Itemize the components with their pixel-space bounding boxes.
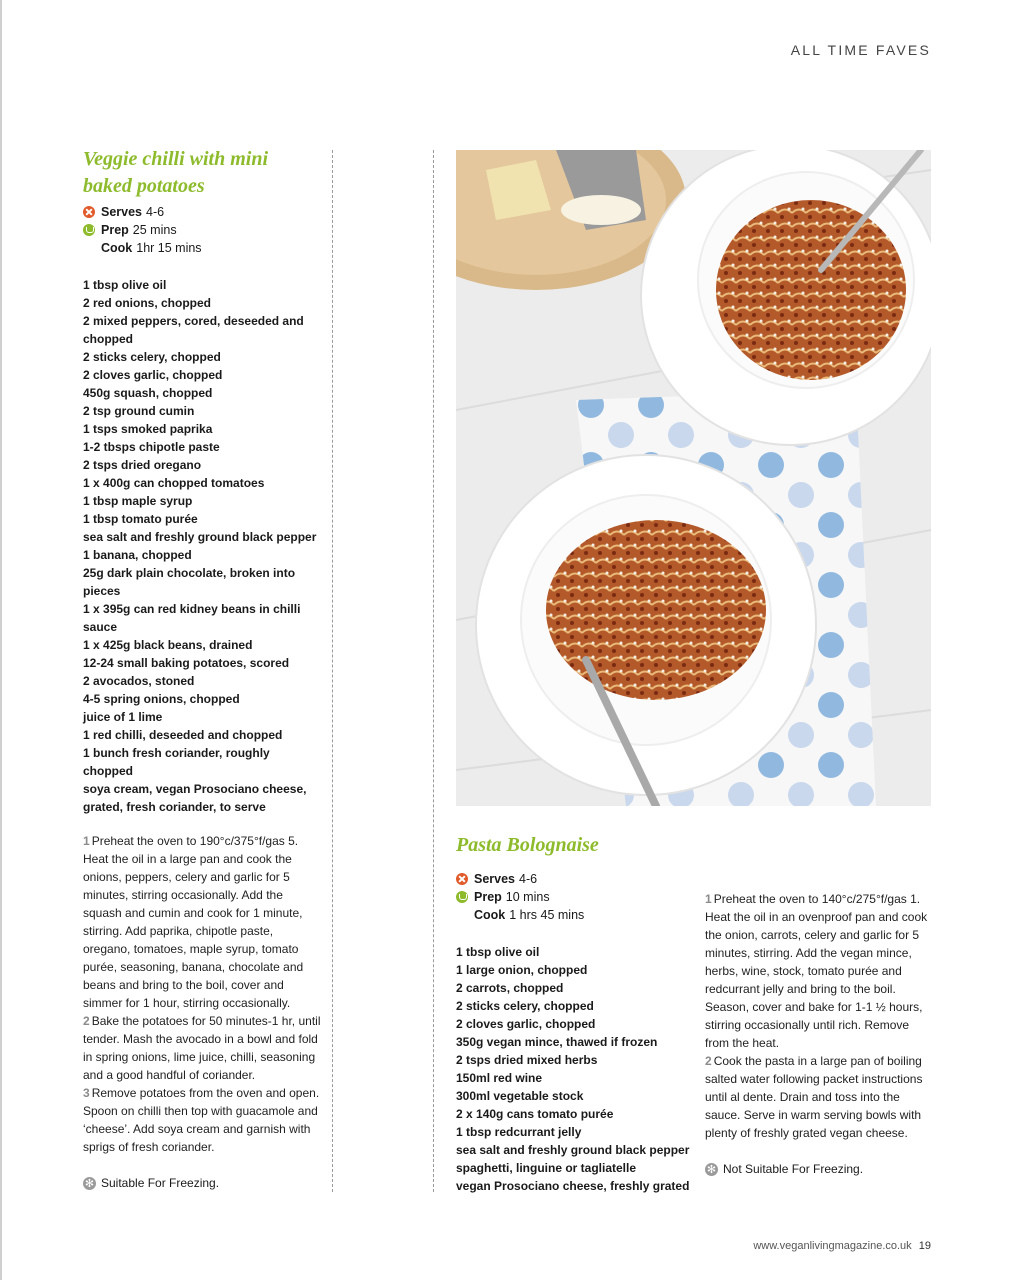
ingredient-item: 2 red onions, chopped	[83, 296, 212, 310]
serves-label: Serves	[474, 872, 516, 886]
ingredient-item: 2 sticks celery, chopped	[83, 350, 221, 364]
ingredient-item: 2 tsps dried oregano	[83, 458, 202, 472]
ingredient-item: grated, fresh coriander, to serve	[83, 800, 266, 814]
step-text: Remove potatoes from the oven and open. Spoon on chilli then top with guacamole and ‘cheese’. Add soya cream and garnish with sprigs of fresh coriander.	[83, 1086, 320, 1154]
prep-icon	[83, 224, 95, 236]
recipe-title-line-1: Veggie chilli with mini	[83, 148, 269, 170]
ingredient-item: 1 bunch fresh coriander, roughly chopped	[83, 746, 270, 778]
page-footer	[753, 1240, 931, 1252]
ingredient-item: 1 x 425g black beans, drained	[83, 638, 253, 652]
method-step	[83, 832, 323, 1012]
freezing-text: Not Suitable For Freezing.	[723, 1162, 864, 1176]
ingredient-item: juice of 1 lime	[83, 710, 163, 724]
ingredient-item: 1 x 400g can chopped tomatoes	[83, 476, 265, 490]
ingredients-list	[456, 943, 696, 1195]
recipe-title	[83, 146, 323, 200]
ingredient-item: spaghetti, linguine or tagliatelle	[456, 1161, 637, 1175]
recipe-veggie-chilli	[83, 146, 323, 1192]
serves-label: Serves	[101, 205, 143, 219]
method-step	[705, 1052, 931, 1142]
cook-label: Cook	[101, 241, 133, 255]
page-number: 19	[918, 1240, 931, 1252]
step-number: 2	[83, 1014, 90, 1028]
prep-line	[456, 888, 696, 906]
ingredient-item: 25g dark plain chocolate, broken into	[83, 566, 296, 580]
cook-label: Cook	[474, 908, 506, 922]
ingredient-item: 2 cloves garlic, chopped	[83, 368, 223, 382]
step-text: Preheat the oven to 190°c/375°f/gas 5. Heat the oil in a large pan and cook the onions, peppers, celery and garlic for 5 minutes, stirring occasionally. Add the squash and cumin and cook for 1 minute, stirring. Add paprika, chipotle paste, oregano, tomatoes, maple syrup, tomato purée, seasoning, banana, chocolate and beans and bring to the boil, cover and simmer for 1 hour, stirring occasionally.	[83, 834, 304, 1010]
ingredient-item: 300ml vegetable stock	[456, 1089, 584, 1103]
bolognaise-photo	[456, 150, 931, 806]
ingredient-item: 1 tbsp maple syrup	[83, 494, 193, 508]
ingredient-item: 12-24 small baking potatoes, scored	[83, 656, 290, 670]
ingredient-item: 350g vegan mince, thawed if frozen	[456, 1035, 658, 1049]
ingredient-item: 1 tbsp olive oil	[83, 278, 167, 292]
method-step	[705, 890, 931, 1052]
ingredient-item: 1 tsps smoked paprika	[83, 422, 213, 436]
ingredient-item: 450g squash, chopped	[83, 386, 213, 400]
prep-value: 25 mins	[132, 223, 177, 237]
cook-value: 1 hrs 45 mins	[509, 908, 585, 922]
recipe-pasta-bolognaise	[456, 832, 696, 1195]
ingredient-item: pieces	[83, 584, 121, 598]
ingredient-item: 4-5 spring onions, chopped	[83, 692, 240, 706]
ingredient-item: 2 x 140g cans tomato purée	[456, 1107, 614, 1121]
ingredient-item: 2 tsps dried mixed herbs	[456, 1053, 598, 1067]
ingredient-item: soya cream, vegan Prosociano cheese,	[83, 782, 307, 796]
recipe-meta	[83, 203, 323, 257]
recipe-meta	[456, 870, 696, 924]
recipe-title: Pasta Bolognaise	[456, 834, 599, 856]
bolognaise-photo-illustration	[456, 150, 931, 806]
ingredient-item: 150ml red wine	[456, 1071, 543, 1085]
ingredient-item: 1 tbsp tomato purée	[83, 512, 198, 526]
ingredient-item: 1 large onion, chopped	[456, 963, 588, 977]
column-divider-right	[433, 150, 434, 1192]
step-text: Preheat the oven to 140°c/275°f/gas 1. Heat the oil in an ovenproof pan and cook the onion, carrots, celery and garlic for 5 minutes, stirring. Add the vegan mince, herbs, wine, stock, tomato purée and redcurrant jelly and bring to the boil. Season, cover and bake for 1-1 ½ hours, stirring occasionally until rich. Remove from the heat.	[705, 892, 928, 1050]
step-text: Cook the pasta in a large pan of boiling salted water following packet instructions until al dente. Drain and toss into the sauce. Serve in warm serving bowls with plenty of freshly grated vegan cheese.	[705, 1054, 923, 1140]
step-number: 3	[83, 1086, 90, 1100]
ingredient-item: 2 tsp ground cumin	[83, 404, 195, 418]
serves-icon	[456, 873, 468, 885]
page-edge	[0, 0, 2, 1280]
freezing-note	[83, 1174, 323, 1192]
prep-value: 10 mins	[505, 890, 550, 904]
ingredient-item: chopped	[83, 332, 133, 346]
ingredient-item: 2 cloves garlic, chopped	[456, 1017, 596, 1031]
method-step	[83, 1012, 323, 1084]
serves-value: 4-6	[146, 205, 165, 219]
prep-label: Prep	[474, 890, 502, 904]
step-number: 1	[83, 834, 90, 848]
ingredient-item: sauce	[83, 620, 118, 634]
serves-line	[83, 203, 323, 221]
ingredient-item: 2 avocados, stoned	[83, 674, 195, 688]
ingredient-item: 1 x 395g can red kidney beans in chilli	[83, 602, 301, 616]
method	[705, 890, 931, 1142]
ingredient-item: 1-2 tbsps chipotle paste	[83, 440, 220, 454]
step-text: Bake the potatoes for 50 minutes-1 hr, until tender. Mash the avocado in a bowl and fold in spring onions, lime juice, chilli, seasoning and a good handful of coriander.	[83, 1014, 321, 1082]
serves-line	[456, 870, 696, 888]
cook-value: 1hr 15 mins	[136, 241, 202, 255]
recipe-title-line-2: baked potatoes	[83, 175, 205, 197]
ingredient-item: 1 banana, chopped	[83, 548, 192, 562]
ingredient-item: 2 carrots, chopped	[456, 981, 564, 995]
method-step	[83, 1084, 323, 1156]
cook-line	[83, 239, 323, 257]
prep-label: Prep	[101, 223, 129, 237]
prep-icon	[456, 891, 468, 903]
serves-value: 4-6	[519, 872, 538, 886]
ingredient-item: 1 tbsp olive oil	[456, 945, 540, 959]
prep-line	[83, 221, 323, 239]
ingredient-item: sea salt and freshly ground black pepper	[456, 1143, 690, 1157]
snowflake-icon	[705, 1163, 718, 1176]
freezing-note	[705, 1160, 931, 1178]
method	[83, 832, 323, 1156]
ingredient-item: 1 red chilli, deseeded and chopped	[83, 728, 283, 742]
step-number: 1	[705, 892, 712, 906]
cook-line	[456, 906, 696, 924]
snowflake-icon	[83, 1177, 96, 1190]
ingredient-item: 2 mixed peppers, cored, deseeded and	[83, 314, 304, 328]
step-number: 2	[705, 1054, 712, 1068]
ingredient-item: sea salt and freshly ground black pepper	[83, 530, 317, 544]
ingredient-item: vegan Prosociano cheese, freshly grated	[456, 1179, 690, 1193]
ingredient-item: 1 tbsp redcurrant jelly	[456, 1125, 582, 1139]
ingredients-list	[83, 276, 323, 816]
section-label: ALL TIME FAVES	[790, 42, 931, 58]
footer-url: www.veganlivingmagazine.co.uk	[753, 1240, 912, 1252]
ingredient-item: 2 sticks celery, chopped	[456, 999, 594, 1013]
recipe-pasta-bolognaise-method	[705, 890, 931, 1178]
serves-icon	[83, 206, 95, 218]
column-divider-left	[332, 150, 333, 1192]
freezing-text: Suitable For Freezing.	[101, 1176, 220, 1190]
